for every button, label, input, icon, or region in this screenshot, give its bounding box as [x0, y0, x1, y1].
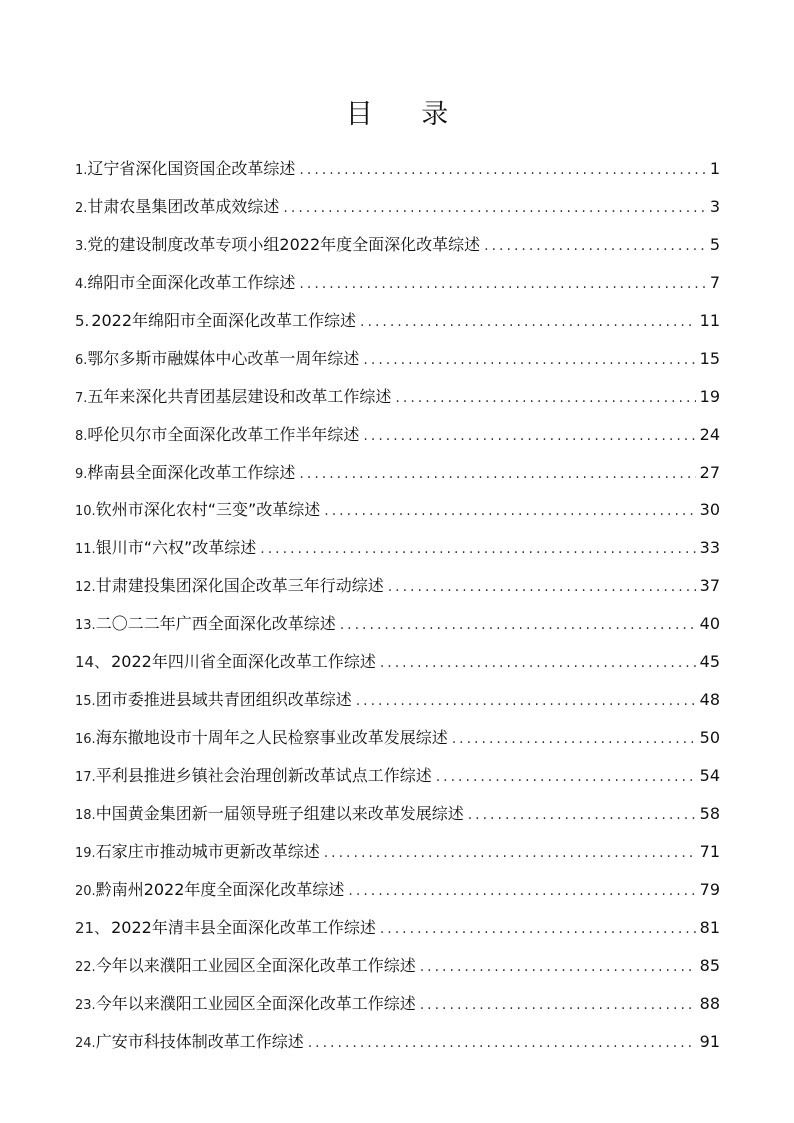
- toc-entry-title: 甘肃农垦集团改革成效综述: [87, 196, 280, 216]
- toc-entry-title: 桦南县全面深化改革工作综述: [87, 462, 296, 482]
- toc-entry-title: 平利县推进乡镇社会治理创新改革试点工作综述: [95, 766, 432, 785]
- toc-entry-page: 11: [699, 310, 720, 330]
- toc-entry[interactable]: [75, 535, 720, 573]
- toc-entry-title: 呼伦贝尔市全面深化改革工作半年综述: [87, 424, 360, 444]
- toc-entry-page: 50: [699, 728, 720, 748]
- toc-entry-page: 19: [699, 386, 720, 406]
- toc-entry-number: 22.: [75, 959, 96, 975]
- toc-leader-dots: [308, 1035, 696, 1051]
- toc-entry-number: 5.: [75, 311, 90, 330]
- toc-entry-page: 1: [709, 159, 720, 178]
- toc-leader-dots: [299, 276, 705, 292]
- toc-entry[interactable]: [75, 953, 720, 991]
- toc-entry-page: 71: [699, 841, 720, 861]
- toc-entry-number: 17.: [75, 770, 96, 785]
- toc-entry-page: 37: [699, 576, 720, 596]
- toc-leader-dots: [299, 466, 695, 482]
- toc-entry-page: 48: [699, 690, 720, 710]
- toc-entry-number: 20.: [75, 883, 96, 899]
- toc-entry-page: 40: [699, 614, 720, 634]
- toc-leader-dots: [395, 390, 695, 406]
- toc-entry-page: 15: [699, 348, 720, 368]
- toc-entry[interactable]: [75, 194, 720, 232]
- toc-entry-number: 19.: [75, 845, 96, 861]
- toc-leader-dots: [363, 352, 695, 368]
- toc-leader-dots: [260, 541, 695, 557]
- toc-entry[interactable]: [75, 573, 720, 611]
- toc-entry-title: 海东撤地设市十周年之人民检察事业改革发展综述: [95, 728, 448, 748]
- toc-leader-dots: [388, 579, 696, 595]
- toc-entry-number: 9.: [75, 466, 88, 482]
- toc-entry-title: 今年以来濮阳工业园区全面深化改革工作综述: [95, 955, 416, 975]
- toc-entry-title: 辽宁省深化国资国企改革综述: [87, 159, 296, 178]
- toc-leader-dots: [452, 731, 696, 747]
- toc-leader-dots: [324, 845, 696, 861]
- toc-entry-page: 24: [699, 424, 720, 444]
- toc-entry-page: 91: [699, 1031, 720, 1051]
- toc-entry-page: 54: [699, 766, 720, 785]
- toc-leader-dots: [468, 807, 696, 823]
- toc-entry[interactable]: [75, 384, 720, 422]
- toc-entry-number: 7.: [75, 390, 88, 406]
- toc-title: 目 录: [345, 99, 469, 130]
- toc-entry[interactable]: [75, 649, 720, 687]
- toc-entry-number: 8.: [75, 428, 88, 444]
- toc-entry-page: 30: [699, 500, 720, 520]
- toc-leader-dots: [420, 997, 696, 1013]
- toc-entry-number: 12.: [75, 580, 96, 596]
- toc-entry[interactable]: [75, 346, 720, 384]
- toc-entry-number: 6.: [75, 352, 88, 368]
- toc-entry-number: 18.: [75, 807, 96, 823]
- toc-entry[interactable]: [75, 725, 720, 763]
- toc-entry-page: 33: [699, 538, 720, 558]
- toc-entry[interactable]: [75, 763, 720, 801]
- toc-leader-dots: [420, 959, 696, 975]
- toc-entry[interactable]: [75, 877, 720, 915]
- toc-entry[interactable]: [75, 915, 720, 953]
- toc-entry[interactable]: [75, 460, 720, 498]
- toc-entry-number: 21、: [75, 918, 110, 937]
- toc-entry-number: 2.: [75, 200, 88, 216]
- toc-entry-page: 27: [699, 462, 720, 482]
- toc-entry-title: 广安市科技体制改革工作综述: [95, 1031, 304, 1051]
- toc-entry-title: 团市委推进县域共青团组织改革综述: [95, 690, 352, 710]
- toc-leader-dots: [380, 655, 696, 671]
- toc-leader-dots: [380, 921, 696, 937]
- toc-leader-dots: [484, 238, 706, 254]
- toc-entry[interactable]: [75, 991, 720, 1029]
- toc-entry[interactable]: [75, 422, 720, 460]
- toc-entry[interactable]: [75, 497, 720, 535]
- toc-leader-dots: [299, 162, 705, 178]
- toc-entry-page: 85: [699, 955, 720, 975]
- toc-entry-title: 黔南州2022年度全面深化改革综述: [95, 879, 345, 899]
- toc-entry[interactable]: [75, 1029, 720, 1067]
- toc-entry-title: 2022年清丰县全面深化改革工作综述: [111, 917, 376, 937]
- toc-entry-title: 二〇二二年广西全面深化改革综述: [95, 614, 336, 634]
- toc-entry[interactable]: [75, 232, 720, 270]
- toc-entry-title: 钦州市深化农村“三变”改革综述: [95, 500, 321, 520]
- toc-leader-dots: [360, 314, 696, 330]
- toc-entry-number: 4.: [75, 276, 88, 292]
- toc-leader-dots: [283, 200, 705, 216]
- toc-leader-dots: [348, 883, 695, 899]
- toc-leader-dots: [324, 503, 695, 519]
- toc-entry-title: 银川市“六权”改革综述: [95, 538, 257, 558]
- toc-entry-title: 鄂尔多斯市融媒体中心改革一周年综述: [87, 348, 360, 368]
- toc-entry-title: 五年来深化共青团基层建设和改革工作综述: [87, 386, 392, 406]
- toc-leader-dots: [340, 617, 696, 633]
- toc-entry-number: 11.: [75, 542, 96, 558]
- toc-entry-page: 81: [699, 917, 720, 937]
- toc-entry-title: 2022年绵阳市全面深化改革工作综述: [91, 310, 357, 330]
- toc-entry[interactable]: [75, 308, 720, 346]
- toc-entry[interactable]: [75, 801, 720, 839]
- toc-entry-page: 7: [709, 272, 720, 292]
- toc-leader-dots: [436, 769, 696, 785]
- toc-entry-page: 88: [699, 993, 720, 1013]
- toc-entry-title: 党的建设制度改革专项小组2022年度全面深化改革综述: [87, 234, 481, 254]
- toc-entry-page: 5: [709, 234, 720, 254]
- toc-entry-page: 79: [699, 879, 720, 899]
- toc-entry-number: 15.: [75, 694, 96, 710]
- toc-entry-title: 甘肃建投集团深化国企改革三年行动综述: [95, 576, 384, 596]
- toc-entry-number: 10.: [75, 504, 96, 520]
- table-of-contents: [75, 156, 720, 1067]
- toc-entry-page: 3: [709, 196, 720, 216]
- toc-entry-number: 24.: [75, 1035, 96, 1051]
- toc-entry-number: 1.: [75, 163, 88, 178]
- toc-entry[interactable]: [75, 611, 720, 649]
- toc-entry[interactable]: [75, 687, 720, 725]
- toc-entry-title: 石家庄市推动城市更新改革综述: [95, 841, 320, 861]
- toc-entry-title: 绵阳市全面深化改革工作综述: [87, 272, 296, 292]
- toc-entry-title: 今年以来濮阳工业园区全面深化改革工作综述: [95, 993, 416, 1013]
- toc-entry[interactable]: [75, 270, 720, 308]
- toc-entry-number: 3.: [75, 238, 88, 254]
- toc-entry[interactable]: [75, 839, 720, 877]
- toc-entry-number: 14、: [75, 653, 110, 672]
- toc-leader-dots: [356, 693, 696, 709]
- toc-entry-number: 13.: [75, 618, 96, 634]
- toc-entry-number: 16.: [75, 732, 96, 748]
- toc-entry-page: 45: [699, 652, 720, 672]
- toc-entry-page: 58: [699, 803, 720, 823]
- toc-entry[interactable]: [75, 156, 720, 194]
- toc-leader-dots: [363, 428, 695, 444]
- toc-entry-number: 23.: [75, 997, 96, 1013]
- toc-entry-title: 2022年四川省全面深化改革工作综述: [111, 652, 376, 672]
- toc-entry-title: 中国黄金集团新一届领导班子组建以来改革发展综述: [95, 803, 464, 823]
